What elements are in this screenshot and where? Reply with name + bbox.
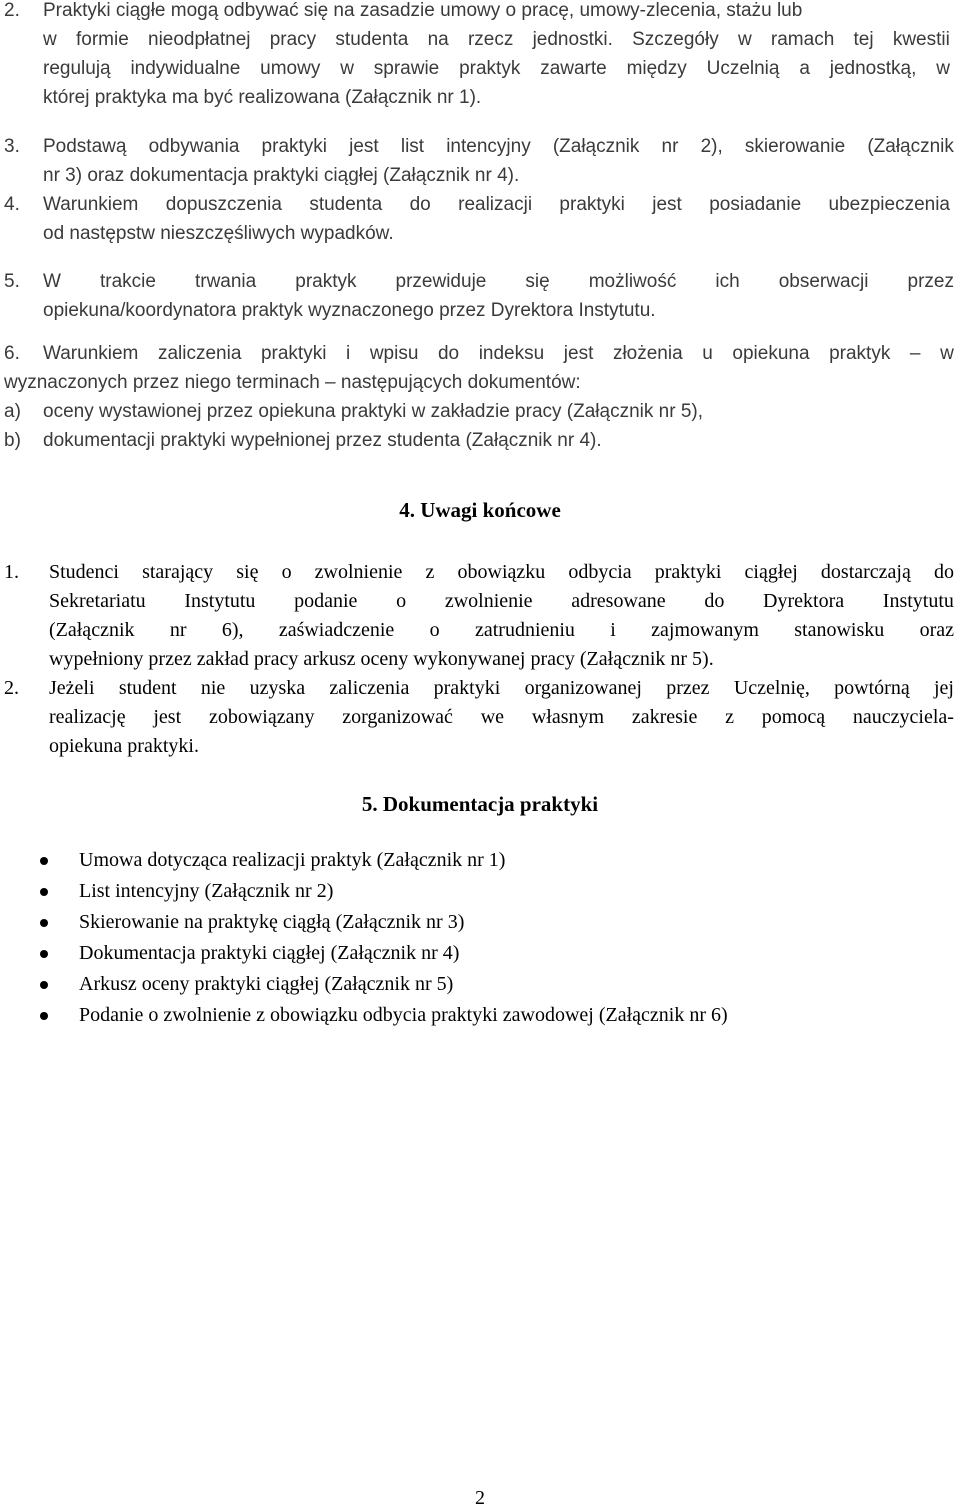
word: studenta xyxy=(309,194,383,215)
word: realizację xyxy=(49,706,126,728)
text-line xyxy=(43,272,954,291)
list-item-text: Arkusz oceny praktyki ciągłej (Załącznik nr 5) xyxy=(79,973,454,995)
word: kwestii xyxy=(892,29,950,50)
word: stanowisku xyxy=(794,619,885,641)
word: praktyk xyxy=(295,271,357,292)
word: się xyxy=(525,271,550,292)
bullet-icon xyxy=(40,857,48,865)
word: zaświadczenie xyxy=(278,619,395,641)
word: odbywania xyxy=(148,136,240,157)
word: realizacji xyxy=(458,194,533,215)
word: odbycia xyxy=(568,561,632,583)
item-number: 2. xyxy=(4,0,20,21)
word: (Załącznik xyxy=(552,136,640,157)
word: zaliczenia xyxy=(157,343,242,364)
word: zakresie xyxy=(631,706,698,728)
word: do xyxy=(704,590,725,612)
word: nr xyxy=(661,136,679,157)
sub-item-label: b) xyxy=(4,430,21,451)
word: intencyjny xyxy=(446,136,531,157)
word: z xyxy=(425,561,435,583)
word: – xyxy=(909,343,921,364)
section-heading-dokumentacja-praktyki: 5. Dokumentacja praktyki xyxy=(361,792,599,816)
word: zatrudnieniu xyxy=(474,619,575,641)
word: zwolnienie xyxy=(444,590,533,612)
word: list xyxy=(400,136,425,157)
word: do xyxy=(437,343,460,364)
section-heading-uwagi-koncowe: 4. Uwagi końcowe xyxy=(399,498,561,522)
word: ich xyxy=(715,271,740,292)
word: ciągłej xyxy=(744,561,798,583)
word: sprawie xyxy=(373,58,440,79)
word: w xyxy=(43,29,57,50)
word: zorganizować xyxy=(342,706,453,728)
text-line xyxy=(43,59,950,78)
word: praktyki xyxy=(261,136,328,157)
word: o xyxy=(281,561,292,583)
word: dostarczają xyxy=(820,561,911,583)
sub-item-text: dokumentacji praktyki wypełnionej przez studenta (Załącznik nr 4). xyxy=(43,430,602,451)
word: Uczelnię, xyxy=(733,677,810,699)
word: Jeżeli xyxy=(49,677,95,699)
word: (Załącznik xyxy=(867,136,954,157)
word: student xyxy=(118,677,177,699)
word: umowy xyxy=(260,58,321,79)
text-line: opiekuna/koordynatora praktyk wyznaczonego przez Dyrektora Instytutu. xyxy=(43,300,656,321)
word: nr xyxy=(169,619,187,641)
word: i xyxy=(346,343,351,364)
text-line: wypełniony przez zakład pracy arkusz oceny wykonywanej pracy (Załącznik nr 5). xyxy=(49,648,714,670)
word: opiekuna xyxy=(732,343,810,364)
word: praktyk xyxy=(829,343,891,364)
word: zaliczenia xyxy=(329,677,410,699)
item-number: 2. xyxy=(4,677,19,699)
word: Warunkiem xyxy=(43,343,139,364)
word: 6), xyxy=(221,619,244,641)
word: 2), xyxy=(700,136,723,157)
text-line xyxy=(43,137,954,156)
list-item-text: Skierowanie na praktykę ciągłą (Załącznik nr 3) xyxy=(79,911,465,933)
word: złożenia xyxy=(612,343,683,364)
word: jednostką, xyxy=(829,58,917,79)
word: przewiduje xyxy=(395,271,487,292)
word: Instytutu xyxy=(882,590,954,612)
word: dopuszczenia xyxy=(165,194,282,215)
word: Sekretariatu xyxy=(49,590,146,612)
word: praktyki xyxy=(654,561,722,583)
word: Szczegóły xyxy=(632,29,719,50)
word: u xyxy=(702,343,713,364)
word: jest xyxy=(652,194,682,215)
list-item-text: Umowa dotycząca realizacji praktyk (Załącznik nr 1) xyxy=(79,849,506,871)
bullet-icon xyxy=(40,981,48,989)
word: z xyxy=(725,706,734,728)
word: praktyki xyxy=(433,677,501,699)
word: na xyxy=(427,29,449,50)
word: starający xyxy=(142,561,214,583)
word: jednostki. xyxy=(532,29,613,50)
word: studenta xyxy=(335,29,409,50)
word: indywidualne xyxy=(130,58,241,79)
word: do xyxy=(409,194,431,215)
word: oraz xyxy=(919,619,954,641)
word: pomocą xyxy=(761,706,826,728)
word: tej xyxy=(853,29,874,50)
word: się xyxy=(236,561,259,583)
word: obserwacji xyxy=(778,271,869,292)
word: w xyxy=(737,29,752,50)
list-item-text: Podanie o zwolnienie z obowiązku odbycia praktyki zawodowej (Załącznik nr 6) xyxy=(79,1004,728,1026)
word: o xyxy=(429,619,440,641)
word: własnym xyxy=(531,706,605,728)
word: podanie xyxy=(294,590,358,612)
word: adresowane xyxy=(571,590,666,612)
sub-item-label: a) xyxy=(4,401,21,422)
list-item-text: Dokumentacja praktyki ciągłej (Załącznik nr 4) xyxy=(79,942,460,964)
word: przez xyxy=(907,271,954,292)
sub-item-text: oceny wystawionej przez opiekuna praktyki w zakładzie pracy (Załącznik nr 5), xyxy=(43,401,703,422)
word: zajmowanym xyxy=(651,619,759,641)
word: regulują xyxy=(43,58,111,79)
word: trakcie xyxy=(99,271,156,292)
item-number: 5. xyxy=(4,271,20,292)
word: między xyxy=(626,58,687,79)
word: nieodpłatnej xyxy=(148,29,251,50)
word: skierowanie xyxy=(744,136,846,157)
item-number: 3. xyxy=(4,136,20,157)
word: Dyrektora xyxy=(763,590,845,612)
word: i xyxy=(610,619,616,641)
word: nie xyxy=(200,677,226,699)
word: indeksu xyxy=(478,343,545,364)
word: ramach xyxy=(770,29,835,50)
word: formie xyxy=(75,29,129,50)
text-line xyxy=(49,620,954,640)
word: organizowanej xyxy=(524,677,642,699)
text-line xyxy=(49,562,954,582)
word: Studenci xyxy=(49,561,119,583)
text-line xyxy=(49,707,954,727)
word: (Załącznik xyxy=(49,619,135,641)
word: W xyxy=(43,271,61,292)
word: nauczyciela- xyxy=(852,706,954,728)
word: ubezpieczenia xyxy=(828,194,950,215)
text-line xyxy=(43,344,954,363)
text-line xyxy=(43,30,950,49)
word: uzyska xyxy=(249,677,306,699)
text-line: od następstw nieszczęśliwych wypadków. xyxy=(43,223,394,244)
word: powtórną xyxy=(834,677,910,699)
text-line: Praktyki ciągłe mogą odbywać się na zasadzie umowy o pracę, umowy-zlecenia, stażu lub xyxy=(43,0,803,21)
word: Warunkiem xyxy=(43,194,139,215)
page-number: 2 xyxy=(475,1487,485,1509)
word: jest xyxy=(349,136,379,157)
word: trwania xyxy=(194,271,257,292)
word: jej xyxy=(934,677,954,699)
word: praktyki xyxy=(559,194,625,215)
word: praktyk xyxy=(459,58,521,79)
word: przez xyxy=(666,677,710,699)
word: a xyxy=(799,58,810,79)
word: obowiązku xyxy=(457,561,546,583)
bullet-icon xyxy=(40,950,48,958)
word: wpisu xyxy=(369,343,419,364)
text-line: wyznaczonych przez niego terminach – następujących dokumentów: xyxy=(4,372,581,393)
text-line: której praktyka ma być realizowana (Załącznik nr 1). xyxy=(43,87,482,108)
bullet-icon xyxy=(40,1012,48,1020)
word: zwolnienie xyxy=(314,561,403,583)
word: do xyxy=(933,561,954,583)
word: w xyxy=(340,58,354,79)
item-number: 6. xyxy=(4,343,20,364)
word: możliwość xyxy=(588,271,677,292)
word: w xyxy=(940,343,954,364)
word: zawarte xyxy=(540,58,607,79)
word: o xyxy=(396,590,407,612)
item-number: 4. xyxy=(4,194,20,215)
word: praktyki xyxy=(260,343,327,364)
text-line xyxy=(49,591,954,611)
word: jest xyxy=(153,706,182,728)
text-line xyxy=(49,678,954,698)
text-line: nr 3) oraz dokumentacja praktyki ciągłej (Załącznik nr 4). xyxy=(43,165,520,186)
word: Instytutu xyxy=(184,590,256,612)
word: posiadanie xyxy=(709,194,802,215)
text-line xyxy=(43,195,950,214)
word: Podstawą xyxy=(43,136,127,157)
word: zobowiązany xyxy=(208,706,315,728)
bullet-icon xyxy=(40,919,48,927)
word: jest xyxy=(563,343,594,364)
word: rzecz xyxy=(467,29,514,50)
text-line: opiekuna praktyki. xyxy=(49,735,199,757)
bullet-icon xyxy=(40,888,48,896)
word: w xyxy=(936,58,950,79)
list-item-text: List intencyjny (Załącznik nr 2) xyxy=(79,880,334,902)
word: Uczelnią xyxy=(706,58,780,79)
word: pracy xyxy=(269,29,317,50)
item-number: 1. xyxy=(4,561,19,583)
word: we xyxy=(480,706,505,728)
